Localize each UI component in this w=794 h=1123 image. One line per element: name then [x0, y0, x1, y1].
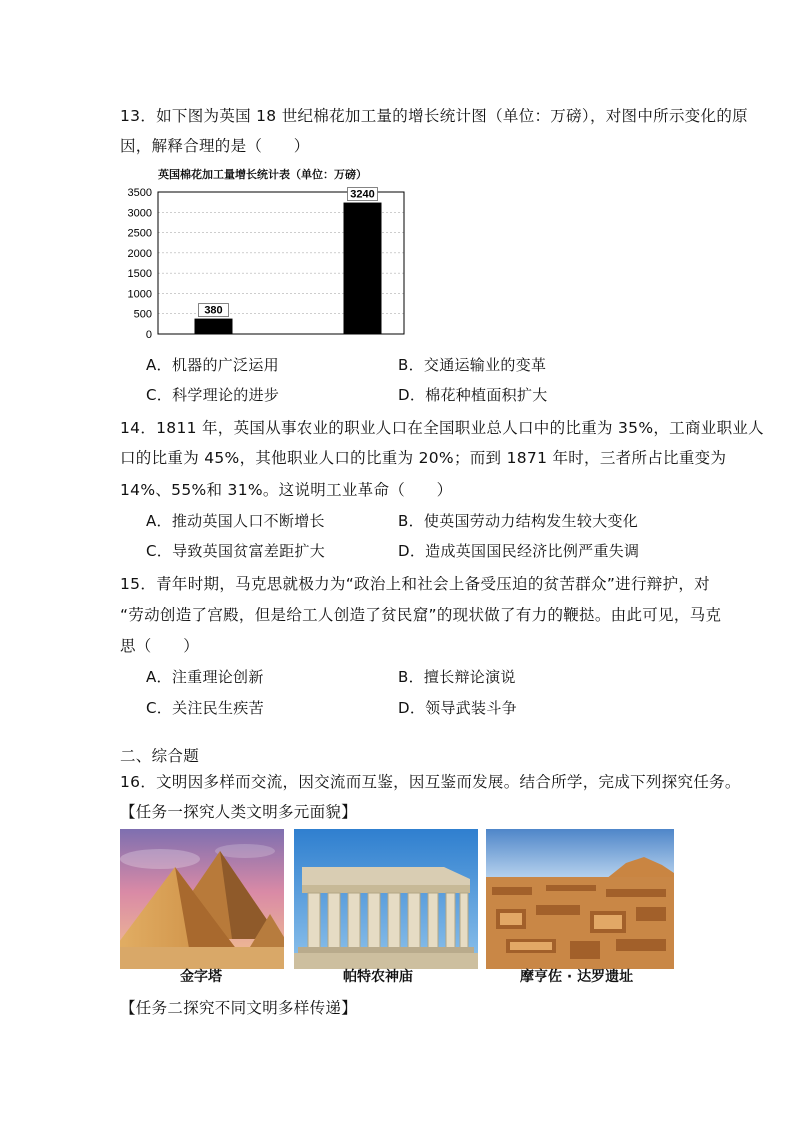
- data-label: 3240: [350, 188, 375, 201]
- q15-stem-line2: “劳动创造了宫殿，但是给工人创造了贫民窟”的现状做了有力的鞭挞。由此可见，马克: [120, 606, 722, 624]
- caption-parthenon: 帕特农神庙: [343, 969, 413, 985]
- q13-stem-line2: 因，解释合理的是（ ）: [120, 137, 310, 155]
- task1-heading: 【任务一探究人类文明多元面貌】: [120, 803, 358, 821]
- data-label: 380: [204, 304, 223, 317]
- y-tick-label: 2500: [127, 227, 152, 240]
- pyramid-photo-icon: [120, 829, 284, 969]
- q15-stem-line1: 15．青年时期，马克思就极力为“政治上和社会上备受压迫的贫苦群众”进行辩护，对: [120, 575, 710, 593]
- y-tick-label: 500: [133, 308, 152, 321]
- q13-option-b[interactable]: B．交通运输业的变革: [398, 356, 547, 374]
- q14-option-c[interactable]: C．导致英国贫富差距扩大: [146, 542, 326, 560]
- q13-option-d[interactable]: D．棉花种植面积扩大: [398, 386, 548, 404]
- q15-stem-line3: 思（ ）: [120, 637, 200, 655]
- q13-stem-line1: 13．如下图为英国 18 世纪棉花加工量的增长统计图（单位：万磅），对图中所示变化的原: [120, 107, 748, 125]
- mohenjo-daro-photo-icon: [486, 829, 674, 969]
- q15-option-c[interactable]: C．关注民生疾苦: [146, 699, 264, 717]
- bar: [195, 319, 233, 334]
- chart-title: 英国棉花加工量增长统计表（单位：万磅）: [158, 168, 367, 181]
- section-heading: 二、综合题: [120, 747, 200, 765]
- caption-mohenjo-daro: 摩亨佐 · 达罗遗址: [520, 969, 634, 985]
- q14-option-a[interactable]: A．推动英国人口不断增长: [146, 512, 325, 530]
- q15-option-a[interactable]: A．注重理论创新: [146, 668, 264, 686]
- q14-option-b[interactable]: B．使英国劳动力结构发生较大变化: [398, 512, 639, 530]
- q14-stem-line1: 14．1811 年，英国从事农业的职业人口在全国职业总人口中的比重为 35%，工商业职业人: [120, 419, 764, 437]
- y-tick-label: 3500: [127, 187, 152, 199]
- y-tick-label: 2000: [127, 247, 152, 260]
- q15-option-d[interactable]: D．领导武装斗争: [398, 699, 517, 717]
- q14-stem-line2: 口的比重为 45%，其他职业人口的比重为 20%；而到 1871 年时，三者所占比重变为: [120, 449, 727, 467]
- bar-chart: [120, 184, 420, 344]
- q13-option-c[interactable]: C．科学理论的进步: [146, 386, 280, 404]
- parthenon-photo-icon: [294, 829, 478, 969]
- y-tick-label: 1500: [127, 268, 152, 281]
- y-tick-label: 0: [145, 329, 152, 341]
- q14-stem-line3: 14%、55%和 31%。这说明工业革命（ ）: [120, 481, 453, 499]
- bar: [344, 203, 382, 334]
- q15-option-b[interactable]: B．擅长辩论演说: [398, 668, 516, 686]
- caption-pyramid: 金字塔: [180, 969, 222, 985]
- q14-option-d[interactable]: D．造成英国国民经济比例严重失调: [398, 542, 640, 560]
- task2-heading: 【任务二探究不同文明多样传递】: [120, 999, 358, 1017]
- q13-option-a[interactable]: A．机器的广泛运用: [146, 356, 279, 374]
- y-tick-label: 3000: [127, 207, 152, 220]
- q16-stem: 16．文明因多样而交流，因交流而互鉴，因互鉴而发展。结合所学，完成下列探究任务。: [120, 773, 741, 791]
- y-tick-label: 1000: [127, 288, 152, 301]
